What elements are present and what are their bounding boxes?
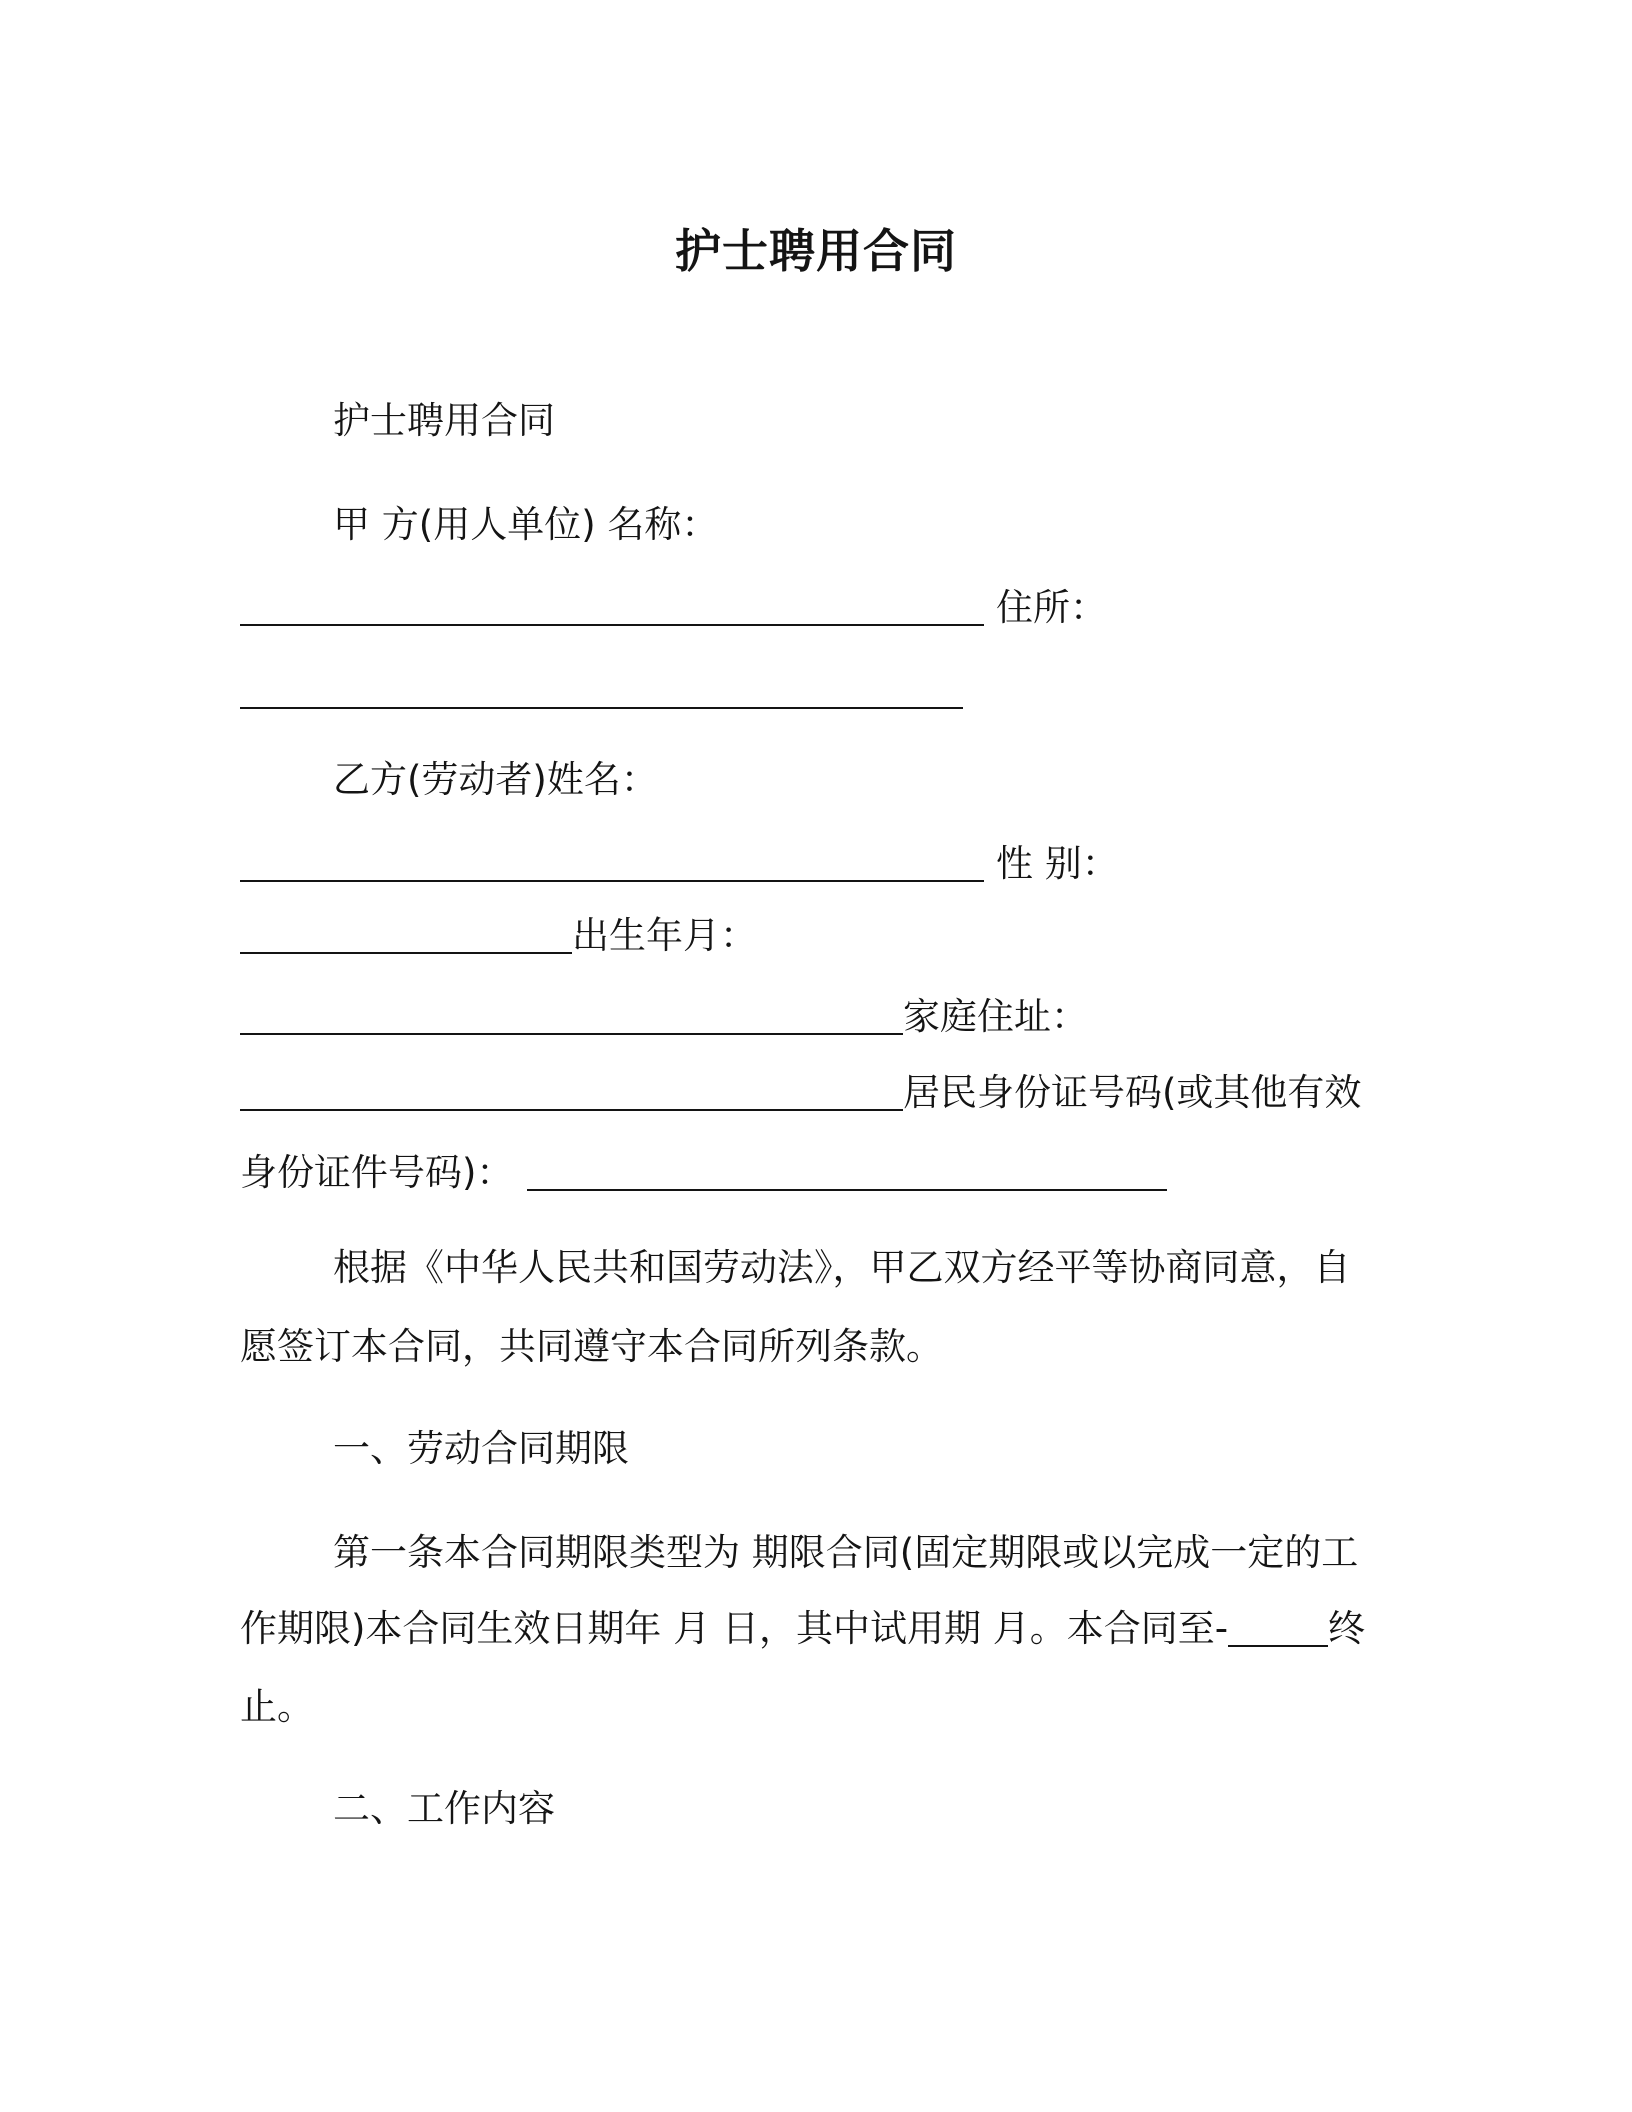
party-b-home-address-blank: [240, 1079, 903, 1111]
party-b-home-address-line: [240, 1068, 1361, 1118]
party-b-name-label: 乙方(劳动者)姓名：: [333, 758, 658, 801]
party-b-name-line: [240, 839, 1119, 889]
contract-end-date-blank: [1228, 1615, 1328, 1647]
preamble-line-1: 根据《中华人民共和国劳动法》，甲乙双方经平等协商同意，自: [333, 1246, 1351, 1289]
party-b-id-line: [240, 1148, 1167, 1198]
party-b-home-address-label: 家庭住址：: [903, 995, 1088, 1038]
party-b-id-label-line1: 居民身份证号码(或其他有效: [903, 1071, 1362, 1114]
article-1-line-2-text: 作期限)本合同生效日期年 月 日，其中试用期 月。本合同至-: [240, 1607, 1229, 1650]
party-a-address-blank: [240, 677, 963, 709]
section-1-heading: 一、劳动合同期限: [333, 1427, 629, 1470]
party-a-address-line: [240, 666, 963, 716]
party-b-birth-blank: [240, 1003, 903, 1035]
contract-subtitle: 护士聘用合同: [333, 399, 555, 442]
article-1-line-3: 止。: [240, 1685, 314, 1728]
party-a-name-line: [240, 583, 1107, 633]
party-a-name-blank: [240, 594, 984, 626]
party-b-gender-line: [240, 911, 757, 961]
party-b-birth-line: [240, 992, 1088, 1042]
article-1-line-2-end: 终: [1328, 1607, 1366, 1650]
section-2-heading: 二、工作内容: [333, 1787, 555, 1830]
party-b-id-blank: [527, 1159, 1167, 1191]
party-b-name-blank: [240, 850, 984, 882]
party-b-gender-blank: [240, 922, 572, 954]
party-b-id-label-line2: 身份证件号码)：: [240, 1151, 514, 1194]
preamble-line-2: 愿签订本合同，共同遵守本合同所列条款。: [240, 1325, 943, 1368]
party-b-gender-label: 性 别：: [996, 842, 1119, 885]
article-1-line-2: [240, 1604, 1365, 1654]
party-a-address-label: 住所：: [996, 586, 1107, 629]
article-1-line-1: 第一条本合同期限类型为 期限合同(固定期限或以完成一定的工: [333, 1531, 1359, 1574]
party-b-birth-label: 出生年月：: [572, 914, 757, 957]
party-a-name-label: 甲 方(用人单位) 名称：: [333, 503, 719, 546]
document-title: 护士聘用合同: [675, 224, 957, 278]
